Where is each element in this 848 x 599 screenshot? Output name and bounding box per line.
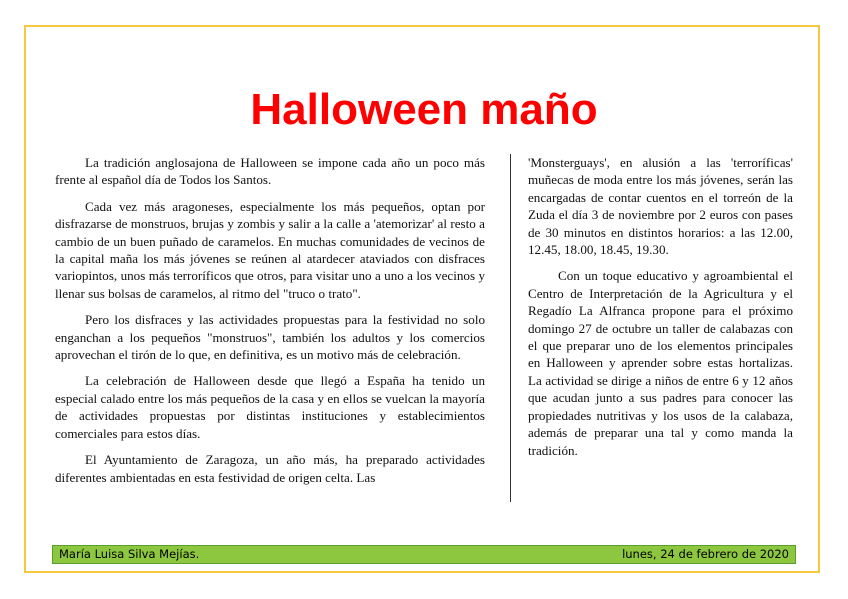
right-column	[528, 154, 793, 468]
paragraph: La celebración de Halloween desde que llegó a España ha tenido un especial calado entre los más pequeños de la casa y en ellos se vuelcan la mayoría de actividades propuestas por distintas instituciones y establecimientos comerciales para estos días.	[55, 373, 485, 441]
column-divider	[510, 154, 511, 502]
footer-author: María Luisa Silva Mejías.	[59, 547, 200, 561]
footer-bar	[52, 545, 796, 564]
paragraph: Cada vez más aragoneses, especialmente los más pequeños, optan por disfrazarse de monstruos, brujas y zombis y salir a la calle a 'atemorizar' al resto a cambio de un buen puñado de caramelos. En muchas comunidades de vecinos de la capital maña los más jóvenes se reúnen al atardecer ataviados con disfraces variopintos, unos más terroríficos que otros, para visitar uno a uno a los vecinos y llenar sus bolsas de caramelos, al ritmo del "truco o trato".	[55, 198, 485, 301]
paragraph: 'Monsterguays', en alusión a las 'terroríficas' muñecas de moda entre los más jóvenes, serán las encargadas de contar cuentos en el torreón de la Zuda el día 3 de noviembre por 2 euros con pases de 30 minutos en distintos horarios: a las 12.00, 12.45, 18.00, 18.45, 19.30.	[528, 155, 793, 258]
left-column	[55, 154, 485, 495]
paragraph: El Ayuntamiento de Zaragoza, un año más, ha preparado actividades diferentes ambientadas en esta festividad de origen celta. Las	[55, 452, 485, 485]
article-body	[55, 154, 793, 504]
footer-date: lunes, 24 de febrero de 2020	[622, 547, 789, 561]
paragraph: Con un toque educativo y agroambiental el Centro de Interpretación de la Agricultura y el Regadío La Alfranca propone para el próximo domingo 27 de octubre un taller de calabazas con el que preparar uno de los elementos principales en Halloween y aprender sobre estas hortalizas. La actividad se dirige a niños de entre 6 y 12 años que acudan junto a sus padres para conocer las propiedades nutritivas y los usos de la calabaza, además de preparar una tal y como manda la tradición.	[528, 268, 793, 458]
paragraph: La tradición anglosajona de Halloween se impone cada año un poco más frente al español día de Todos los Santos.	[55, 155, 485, 188]
paragraph: Pero los disfraces y las actividades propuestas para la festividad no solo enganchan a los pequeños "monstruos", también los adultos y los comercios aprovechan el tirón de lo que, en definitiva, es un motivo más de celebración.	[55, 312, 485, 363]
article-title: Halloween maño	[250, 85, 598, 134]
